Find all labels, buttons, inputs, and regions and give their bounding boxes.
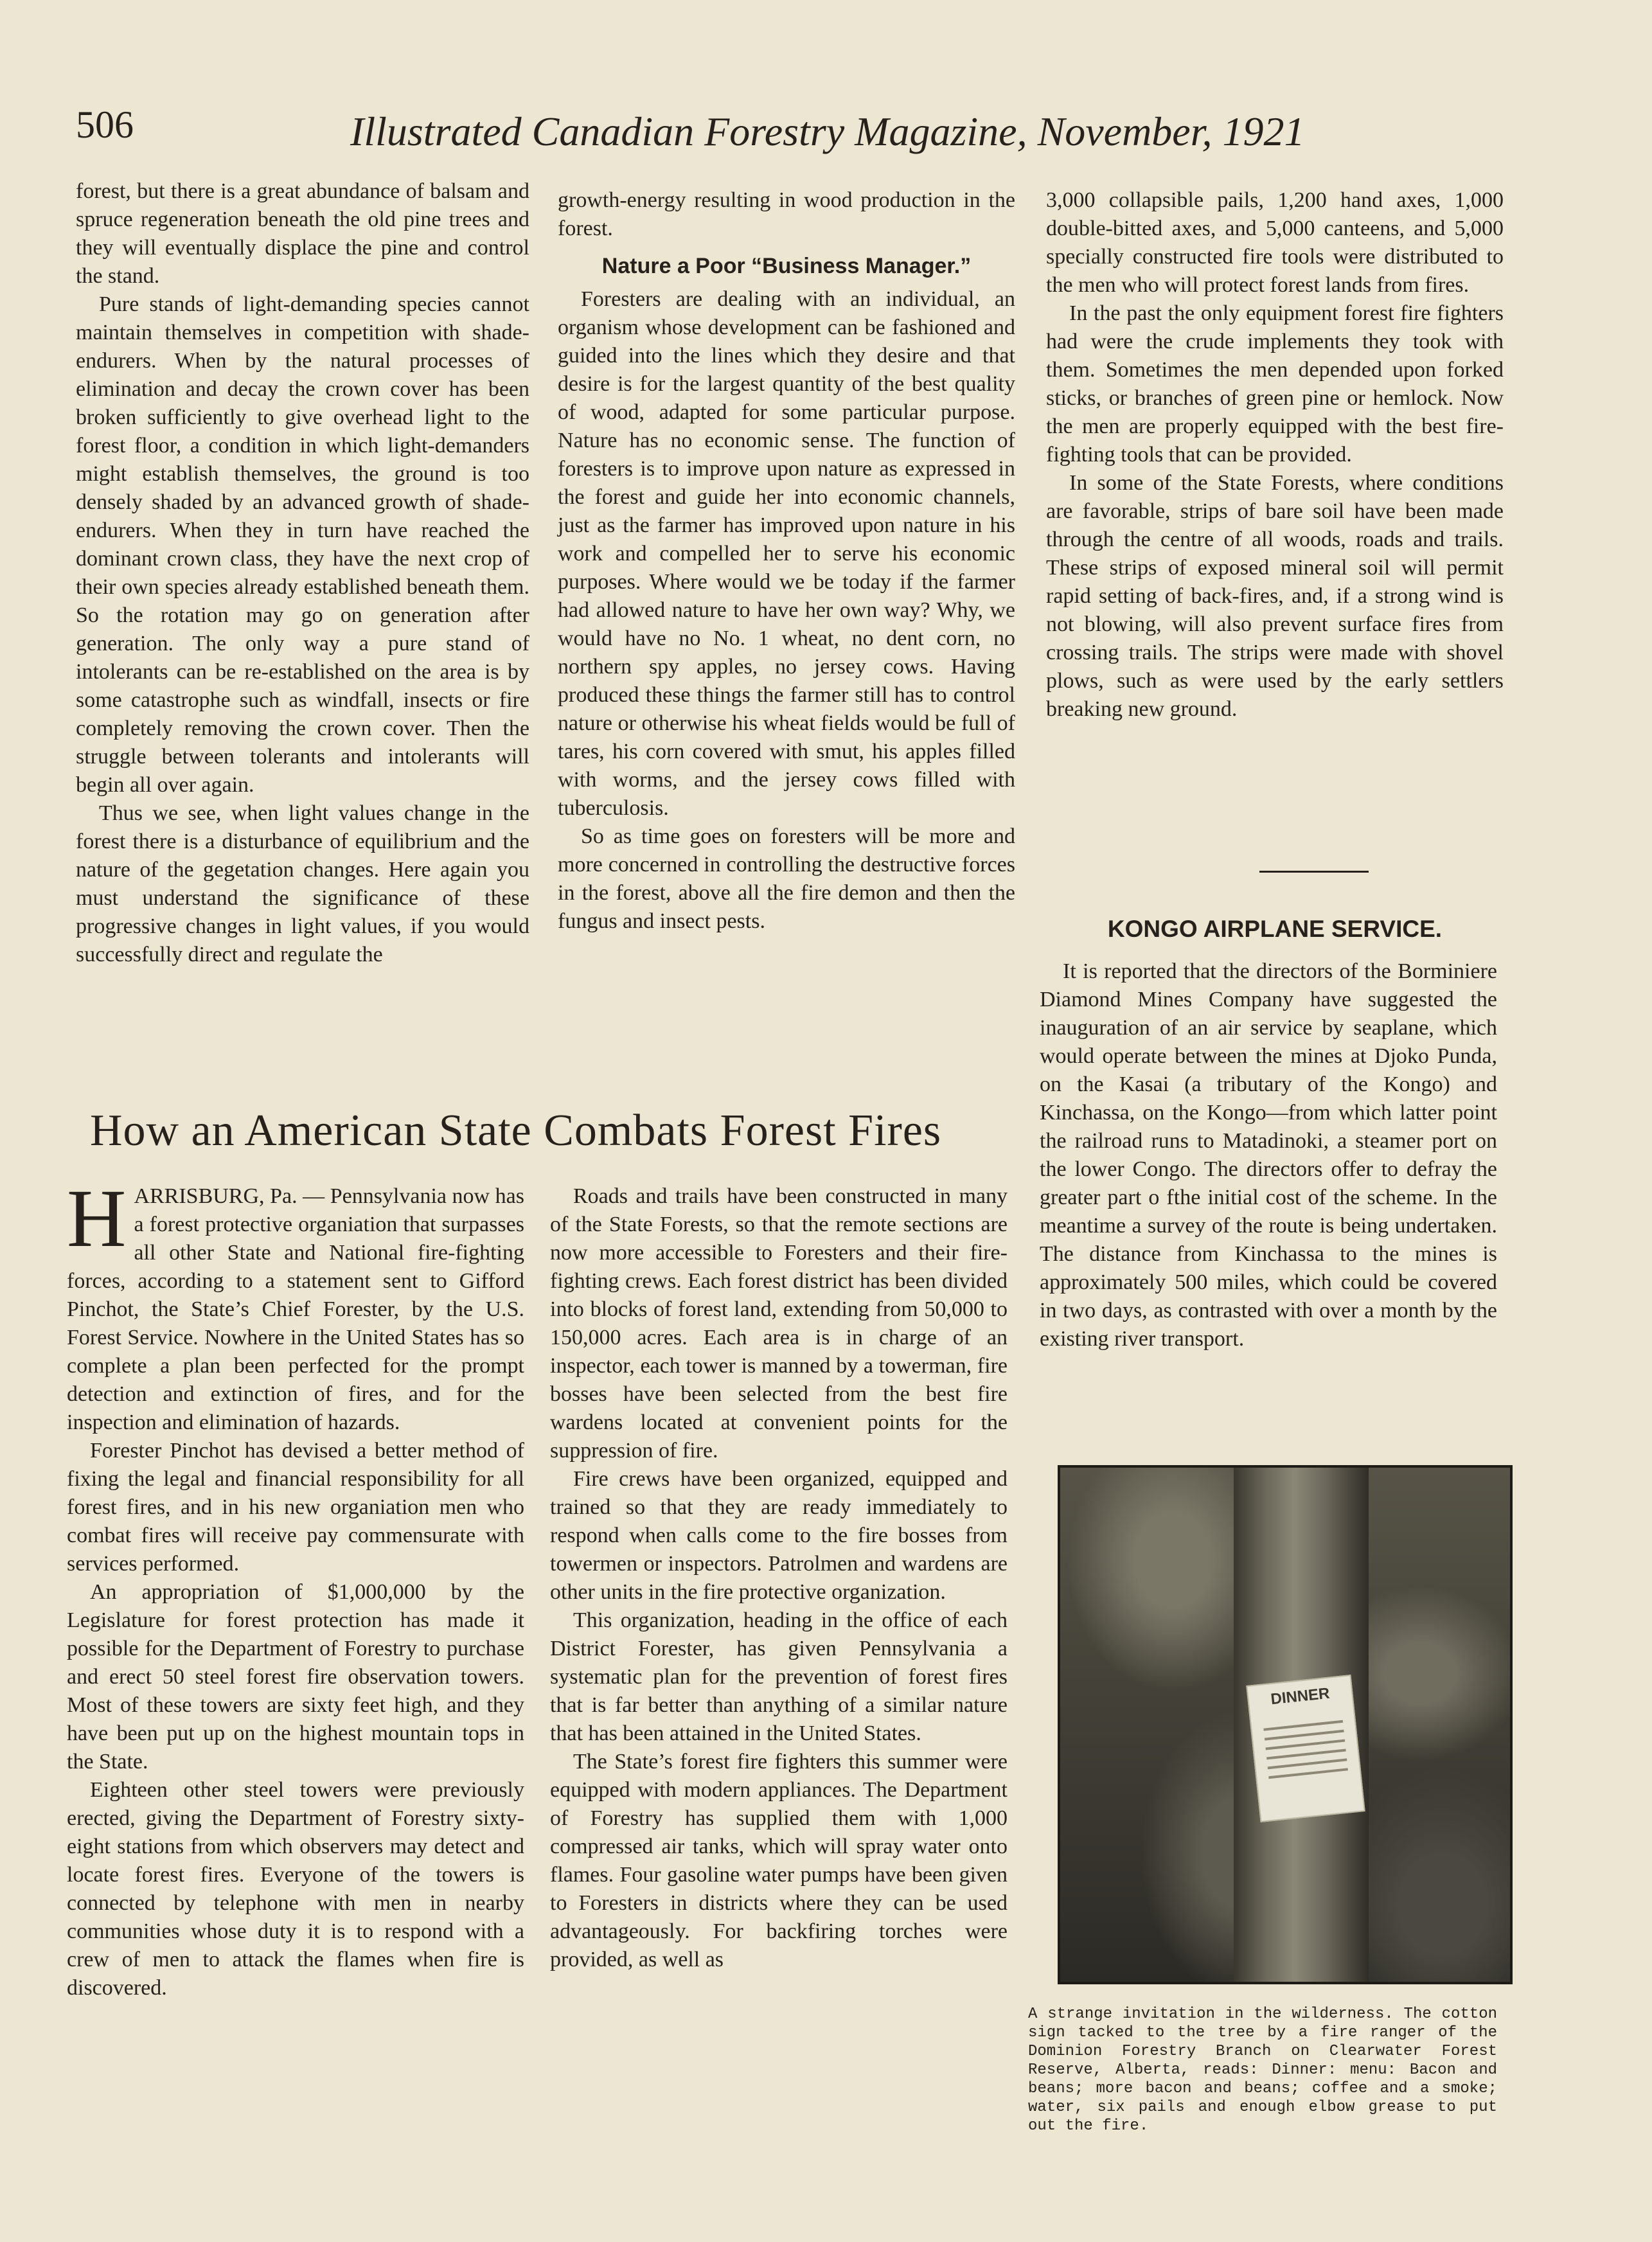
tree-photograph <box>1058 1465 1513 1984</box>
lead-text: ARRISBURG, Pa. — Pennsylvania now has a forest protective organiation that surpasses all other State and National fire-fighting forces, according to a statement sent to Gifford Pinchot, the State’s Chief Forester, by the U.S. Forest Service. Nowhere in the United States has so complete a plan been perfected for the prompt detection and extinction of fires, and for the inspection and elimination of hazards. <box>67 1184 524 1434</box>
drop-cap: H <box>67 1173 127 1264</box>
paragraph: Fire crews have been organized, equipped and trained so that they are ready immediately to respond when calls come to the fire bosses from towermen or inspectors. Patrolmen and wardens are other units in the fire protective organization. <box>550 1467 1008 1604</box>
paragraph: Pure stands of light-demanding species cannot maintain themselves in competition with shade-endurers. When by the natural processes of elimination and decay the crown cover has been broken sufficiently to give overhead light to the forest floor, a condition in which light-demanders might establish themselves, the ground is too densely shaded by an advanced growth of shade-endurers. When they in turn have reached the dominant crown class, they have the next crop of their own species already established beneath them. So the rotation may go on generation after generation. The only way a pure stand of intolerants can be re-established on the area is by some catastrophe such as windfall, insects or fire completely removing the crown cover. Then the struggle between tolerants and intolerants will begin all over again. <box>76 292 529 797</box>
kongo-column <box>1040 957 1497 1353</box>
paragraph: In some of the State Forests, where conditions are favorable, strips of bare soil have been made through the centre of all woods, roads and trails. These strips of exposed mineral soil will permit rapid setting of back-fires, and, if a strong wind is not blowing, will also prevent surface fires from crossing trails. The strips were made with shovel plows, such as were used by the early settlers breaking new ground. <box>1046 471 1504 721</box>
lower-column-1 <box>67 1173 524 2002</box>
paragraph: Eighteen other steel towers were previously erected, giving the Department of Forestry sixty-eight stations from which observers may detect and locate forest fires. Everyone of the towers is connected by telephone with men in nearby communities whose duty it is to respond with a crew of men to attack the flames when fire is discovered. <box>67 1778 524 2000</box>
paragraph: The State’s forest fire fighters this summer were equipped with modern appliances. The Department of Forestry has supplied them with 1,000 compressed air tanks, which will spray water onto flames. Four gasoline water pumps have been given to Foresters in districts where they can be used advantageously. For backfiring torches were provided, as well as <box>550 1750 1008 1971</box>
article-title: How an American State Combats Forest Fires <box>90 1106 942 1155</box>
section-divider-rule <box>1259 871 1369 873</box>
page-number: 506 <box>76 103 134 146</box>
right-column <box>1046 186 1504 724</box>
kongo-headline: KONGO AIRPLANE SERVICE. <box>1107 916 1443 942</box>
paragraph: Thus we see, when light values change in the forest there is a disturbance of equilibrium and the nature of the gegetation changes. Here again you must understand the significance of these progressive changes in light values, if you would successfully direct and regulate the <box>76 801 529 966</box>
paragraph: forest, but there is a great abundance of balsam and spruce regeneration beneath the old pine trees and they will eventually displace the pine and control the stand. <box>76 179 529 288</box>
paragraph: Foresters are dealing with an individual, an organism whose development can be fashioned and guided into the lines which they desire and that desire is for the largest quantity of the best quality of wood, adapted for some particular purpose. Nature has no economic sense. The function of foresters is to improve upon nature as expressed in the forest and guide her into economic channels, just as the farmer has improved upon nature in his work and compelled her to serve his economic purposes. Where would we be today if the farmer had allowed nature to have her own way? Why, we would have no No. 1 wheat, no dent corn, no northern spy apples, no jersey cows. Having produced these things the farmer still has to control nature or otherwise his wheat fields would be full of tares, his corn covered with smut, his apples filled with worms, and the jersey cows filled with tuberculosis. <box>558 287 1015 820</box>
paragraph: growth-energy resulting in wood production in the forest. <box>558 188 1015 240</box>
paragraph: In the past the only equipment forest fire fighters had were the crude implements they took with them. Sometimes the men depended upon forked sticks, or branches of green pine or hemlock. Now the men are properly equipped with the best fire-fighting tools that can be provided. <box>1046 301 1504 467</box>
paragraph: Roads and trails have been constructed in many of the State Forests, so that the remote sections are now more accessible to Foresters and their fire-fighting crews. Each forest district has been divided into blocks of forest land, extending from 50,000 to 150,000 acres. Each area is in charge of an inspector, each tower is manned by a towerman, fire bosses have been selected from the best fire wardens located at convenient points for the suppression of fire. <box>550 1184 1008 1463</box>
dinner-sign-text-lines <box>1263 1713 1349 1786</box>
dinner-sign <box>1246 1675 1365 1822</box>
upper-column-1 <box>76 177 529 969</box>
paragraph: It is reported that the directors of the Borminiere Diamond Mines Company have suggested the inauguration of an air service by seaplane, which would operate between the mines at Djoko Punda, on the Kasai (a tributary of the Kongo) and Kinchassa, on the Kongo—from which latter point the railroad runs to Matadinoki, a steamer port on the lower Congo. The directors offer to defray the greater part o fthe initial cost of the scheme. In the meantime a survey of the route is being undertaken. The distance from Kinchassa to the mines is approximately 500 miles, which could be covered in two days, as contrasted with over a month by the existing river transport. <box>1040 959 1497 1351</box>
paragraph: This organization, heading in the office of each District Forester, has given Pennsylvania a systematic plan for the prevention of forest fires that is far better than anything of a similar nature that has been attained in the United States. <box>550 1608 1008 1745</box>
paragraph: So as time goes on foresters will be more and more concerned in controlling the destructive forces in the forest, above all the fire demon and then the fungus and insect pests. <box>558 824 1015 933</box>
section-subhead: Nature a Poor “Business Manager.” <box>601 254 972 278</box>
dinner-sign-title: DINNER <box>1270 1684 1331 1709</box>
lower-column-2 <box>550 1182 1008 1974</box>
paragraph: Forester Pinchot has devised a better method of fixing the legal and financial responsibility for all forest fires, and in his new organiation men who combat fires will receive pay commensurate with services performed. <box>67 1439 524 1576</box>
paragraph: 3,000 collapsible pails, 1,200 hand axes, 1,000 double-bitted axes, and 5,000 canteens, and 5,000 specially constructed fire tools were distributed to the men who will protect forest lands from fires. <box>1046 188 1504 297</box>
running-head: Illustrated Canadian Forestry Magazine, November, 1921 <box>350 109 1305 154</box>
lead-paragraph <box>67 1173 524 1437</box>
paragraph: An appropriation of $1,000,000 by the Legislature for forest protection has made it possible for the Department of Forestry to purchase and erect 50 steel forest fire observation towers. Most of these towers are sixty feet high, and they have been put up on the highest mountain tops in the State. <box>67 1580 524 1774</box>
upper-column-2 <box>558 186 1015 936</box>
photo-caption: A strange invitation in the wilderness. The cotton sign tacked to the tree by a fire ranger of the Dominion Forestry Branch on Clearwater Forest Reserve, Alberta, reads: Dinner: menu: Bacon and beans; more bacon and beans; coffee and a smoke; water, six pails and enough elbow grease to put out the fire. <box>1028 2006 1497 2135</box>
